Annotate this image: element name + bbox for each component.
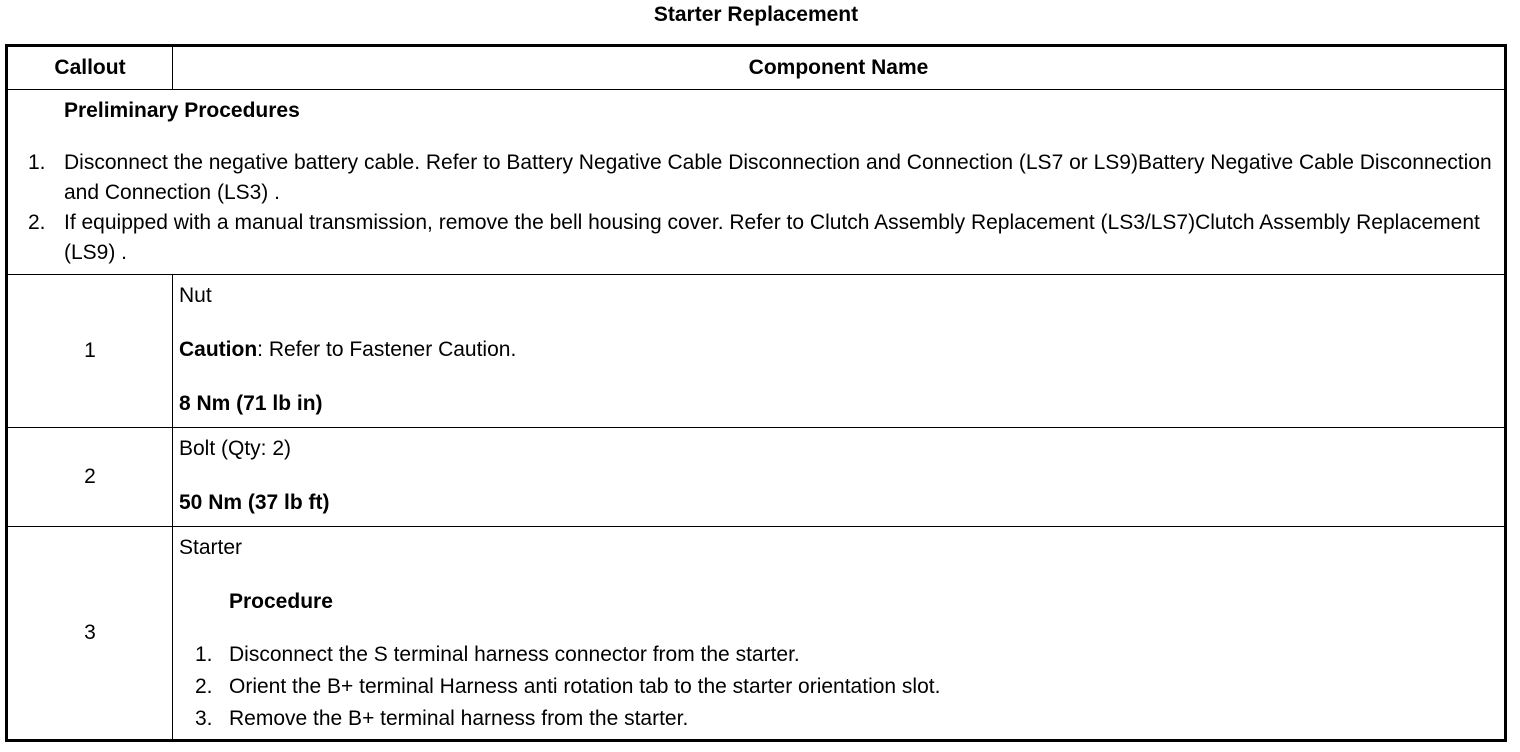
- procedure-step: [179, 703, 1498, 735]
- torque-spec: 8 Nm (71 lb in): [179, 392, 323, 415]
- preliminary-steps-list: [18, 148, 1494, 268]
- component-name: Starter: [179, 536, 243, 559]
- caution-text: : Refer to Fastener Caution.: [257, 338, 517, 361]
- step-text: Disconnect the S terminal harness connector from the starter.: [229, 643, 800, 666]
- table-row: [7, 275, 1506, 428]
- step-number: 2.: [195, 675, 213, 698]
- preliminary-procedures-row: [7, 90, 1506, 275]
- step-text: Remove the B+ terminal harness from the starter.: [229, 707, 689, 730]
- component-cell: [173, 275, 1504, 427]
- preliminary-step: [18, 208, 1494, 268]
- step-number: 3.: [195, 707, 213, 730]
- callout-cell: 3: [7, 527, 173, 741]
- step-text: Disconnect the negative battery cable. Refer to Battery Negative Cable Disconnection and Connection (LS7 or LS9)Battery Negative Cable Disconnection and Connection (LS3) .: [64, 151, 1492, 204]
- step-number: 1.: [195, 643, 213, 666]
- table-header-row: [7, 46, 1506, 90]
- callout-cell: 1: [7, 275, 173, 428]
- preliminary-procedures: [8, 90, 1504, 274]
- step-text: Orient the B+ terminal Harness anti rotation tab to the starter orientation slot.: [229, 675, 941, 698]
- procedure-step: [179, 671, 1498, 703]
- table-row: [7, 527, 1506, 741]
- component-name: Bolt (Qty: 2): [179, 437, 292, 460]
- starter-replacement-table: [5, 44, 1507, 742]
- torque-spec: 50 Nm (37 lb ft): [179, 491, 330, 514]
- procedure-steps-list: [179, 639, 1498, 735]
- step-number: 1.: [28, 151, 46, 174]
- component-cell: [173, 527, 1504, 739]
- component-name: Nut: [179, 284, 212, 307]
- component-cell: [173, 428, 1504, 526]
- caution-label: Caution: [179, 338, 258, 361]
- caution-note: [179, 335, 1498, 365]
- procedure-step: [179, 639, 1498, 671]
- callout-cell: 2: [7, 428, 173, 527]
- step-number: 2.: [28, 211, 46, 234]
- procedure-heading: Procedure: [229, 590, 333, 613]
- step-text: If equipped with a manual transmission, remove the bell housing cover. Refer to Clutch Assembly Replacement (LS3/LS7)Clutch Assembly Replacement (LS9) .: [64, 211, 1480, 264]
- callout-column-header: Callout: [7, 46, 173, 90]
- component-name-column-header: Component Name: [173, 46, 1506, 90]
- document-title: Starter Replacement: [653, 3, 859, 26]
- preliminary-step: [18, 148, 1494, 208]
- preliminary-procedures-heading: Preliminary Procedures: [64, 99, 300, 122]
- table-row: [7, 428, 1506, 527]
